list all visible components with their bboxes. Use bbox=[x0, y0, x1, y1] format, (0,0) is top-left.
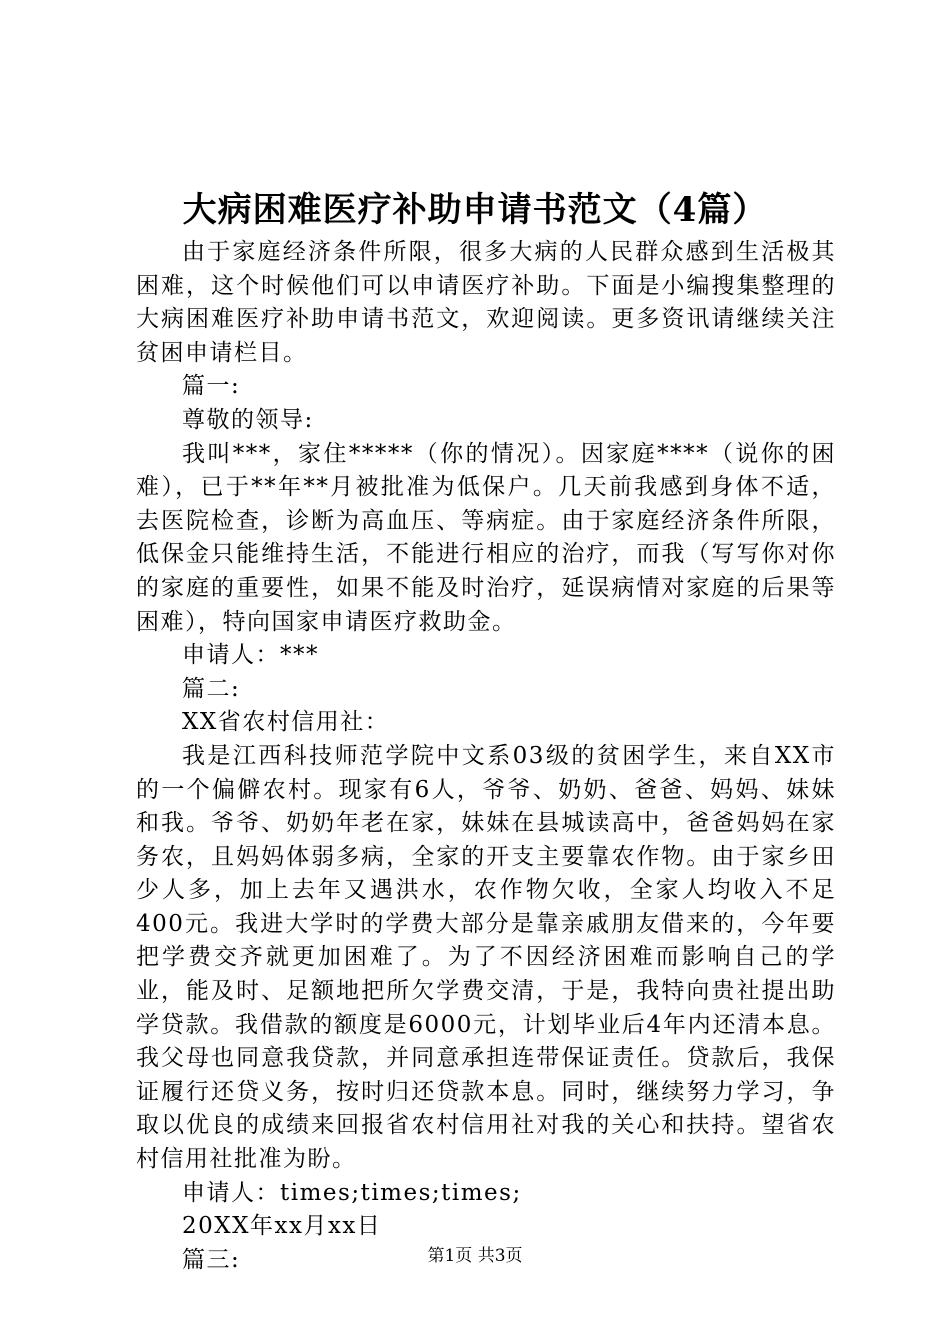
page-number-footer: 第1页 共3页 bbox=[427, 1246, 523, 1266]
date-line: 20XX年xx月xx日 bbox=[182, 1213, 382, 1240]
document-body bbox=[136, 236, 836, 1277]
salutation-2: XX省农村信用社： bbox=[182, 709, 390, 736]
letter-1-body: 我叫***，家住*****（你的情况）。因家庭****（说你的困难），已于**年**月被批准为低保户。几天前我感到身体不适，去医院检查，诊断为高血压、等病症。由于家庭经济条件所限，低保金只能维持生活，不能进行相应的治疗，而我（写写你对你的家庭的重要性，如果不能及时治疗，延误病情对家庭的后果等困难），特向国家申请医疗救助金。 bbox=[136, 440, 836, 635]
section-heading-1: 篇一: bbox=[182, 373, 241, 400]
document-title: 大病困难医疗补助申请书范文（4篇） bbox=[182, 190, 768, 230]
applicant-2: 申请人：times;times;times; bbox=[182, 1179, 522, 1206]
letter-2-body: 我是江西科技师范学院中文系03级的贫困学生，来自XX市的一个偏僻农村。现家有6人，爷爷、奶奶、爸爸、妈妈、妹妹和我。爷爷、奶奶年老在家，妹妹在县城读高中，爸爸妈妈在家务农，且妈妈体弱多病，全家的开支主要靠农作物。由于家乡田少人多，加上去年又遇洪水，农作物欠收，全家人均收入不足400元。我进大学时的学费大部分是靠亲戚朋友借来的，今年要把学费交齐就更加困难了。为了不因经济困难而影响自己的学业，能及时、足额地把所欠学费交清，于是，我特向贵社提出助学贷款。我借款的额度是6000元，计划毕业后4年内还清本息。我父母也同意我贷款，并同意承担连带保证责任。贷款后，我保证履行还贷义务，按时归还贷款本息。同时，继续努力学习，争取以优良的成绩来回报省农村信用社对我的关心和扶持。望省农村信用社批准为盼。 bbox=[136, 742, 836, 1173]
applicant-1: 申请人：*** bbox=[182, 642, 319, 669]
section-heading-2: 篇二: bbox=[182, 675, 241, 702]
section-heading-3: 篇三: bbox=[182, 1246, 241, 1273]
salutation-1: 尊敬的领导: bbox=[182, 406, 314, 433]
intro-paragraph: 由于家庭经济条件所限，很多大病的人民群众感到生活极其困难，这个时候他们可以申请医疗补助。下面是小编搜集整理的大病困难医疗补助申请书范文，欢迎阅读。更多资讯请继续关注贫困申请栏目。 bbox=[136, 239, 836, 366]
